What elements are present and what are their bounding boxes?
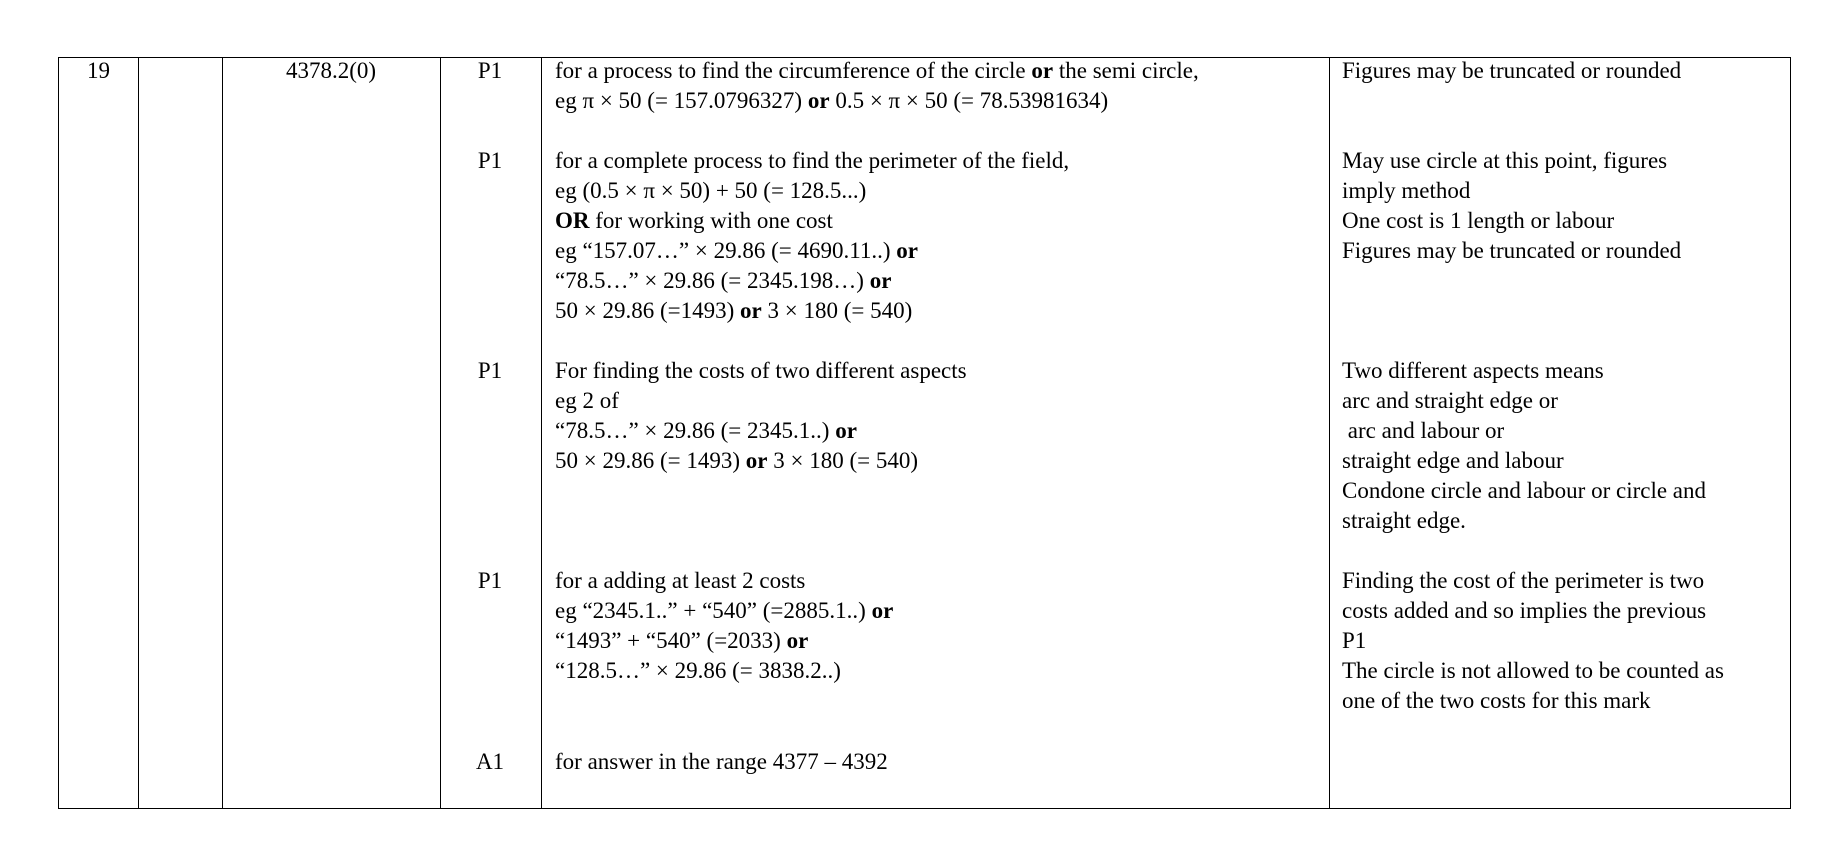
- note-line: One cost is 1 length or labour: [1342, 208, 1615, 233]
- method-line: [555, 86, 1199, 116]
- note-line: imply method: [1342, 178, 1471, 203]
- note-line: arc and labour or: [1342, 418, 1505, 443]
- method-run: 0.5 × π × 50 (= 78.53981634): [829, 88, 1109, 113]
- method-run: eg π × 50 (= 157.0796327): [555, 88, 808, 113]
- method-line: [555, 656, 893, 686]
- note-line: P1: [1342, 628, 1367, 653]
- mark-code: A1: [475, 749, 505, 774]
- method-keyword: or: [740, 298, 762, 323]
- mark-scheme-table: [58, 57, 1791, 809]
- note-line: Condone circle and labour or circle and: [1342, 478, 1707, 503]
- note-line: arc and straight edge or: [1342, 388, 1558, 413]
- method-keyword: OR: [555, 208, 590, 233]
- method-line: [555, 446, 967, 476]
- method-keyword: or: [835, 418, 857, 443]
- method-text: [555, 146, 1069, 326]
- note-line: The circle is not allowed to be counted as: [1342, 658, 1724, 683]
- method-keyword: or: [869, 268, 892, 293]
- method-line: [555, 296, 1069, 326]
- mark-code: P1: [477, 358, 503, 383]
- method-run: “128.5…” × 29.86 (= 3838.2..): [555, 658, 841, 683]
- column-divider: [222, 58, 223, 808]
- method-text: [555, 56, 1199, 116]
- question-number: 19: [87, 58, 110, 83]
- notes-text: [1342, 356, 1706, 536]
- method-line: [555, 747, 888, 777]
- method-keyword: or: [786, 628, 809, 653]
- method-run: eg (0.5 × π × 50) + 50 (= 128.5...): [555, 178, 867, 203]
- method-line: [555, 176, 1069, 206]
- notes-text: [1342, 566, 1724, 716]
- method-run: eg 2 of: [555, 388, 619, 413]
- notes-text: [1342, 56, 1681, 86]
- method-text: [555, 356, 967, 476]
- method-line: [555, 386, 967, 416]
- method-keyword: or: [871, 598, 894, 623]
- note-line: Figures may be truncated or rounded: [1342, 58, 1682, 83]
- note-line: Two different aspects means: [1342, 358, 1604, 383]
- method-run: For finding the costs of two different aspects: [555, 358, 967, 383]
- method-keyword: or: [807, 88, 830, 113]
- method-run: for a complete process to find the perimeter of the field,: [555, 148, 1070, 173]
- note-line: straight edge.: [1342, 508, 1466, 533]
- note-line: May use circle at this point, figures: [1342, 148, 1668, 173]
- notes-text: [1342, 146, 1681, 266]
- note-line: straight edge and labour: [1342, 448, 1564, 473]
- method-run: eg “2345.1..” + “540” (=2885.1..): [555, 598, 872, 623]
- method-run: “78.5…” × 29.86 (= 2345.198…): [555, 268, 870, 293]
- method-run: “1493” + “540” (=2033): [555, 628, 787, 653]
- method-run: the semi circle,: [1053, 58, 1199, 83]
- method-keyword: or: [896, 238, 919, 263]
- method-line: [555, 356, 967, 386]
- method-run: 50 × 29.86 (=1493): [555, 298, 741, 323]
- method-keyword: or: [745, 448, 768, 473]
- method-run: for working with one cost: [589, 208, 833, 233]
- method-run: 50 × 29.86 (= 1493): [555, 448, 746, 473]
- method-line: [555, 596, 893, 626]
- method-run: for a process to find the circumference of the circle: [555, 58, 1032, 83]
- method-line: [555, 206, 1069, 236]
- method-line: [555, 236, 1069, 266]
- column-divider: [541, 58, 542, 808]
- method-text: [555, 566, 893, 686]
- method-line: [555, 626, 893, 656]
- column-divider: [138, 58, 139, 808]
- method-run: 3 × 180 (= 540): [767, 448, 918, 473]
- method-run: for a adding at least 2 costs: [555, 568, 806, 593]
- method-run: eg “157.07…” × 29.86 (= 4690.11..): [555, 238, 897, 263]
- column-divider: [440, 58, 441, 808]
- mark-code: P1: [477, 568, 503, 593]
- note-line: Finding the cost of the perimeter is two: [1342, 568, 1705, 593]
- method-text: [555, 747, 888, 777]
- method-line: [555, 266, 1069, 296]
- mark-code: P1: [477, 58, 503, 83]
- method-line: [555, 146, 1069, 176]
- note-line: one of the two costs for this mark: [1342, 688, 1651, 713]
- column-divider: [1329, 58, 1330, 808]
- note-line: costs added and so implies the previous: [1342, 598, 1707, 623]
- answer-value: 4378.2(0): [285, 58, 377, 83]
- method-line: [555, 416, 967, 446]
- method-run: “78.5…” × 29.86 (= 2345.1..): [555, 418, 836, 443]
- note-line: Figures may be truncated or rounded: [1342, 238, 1682, 263]
- method-run: for answer in the range 4377 – 4392: [555, 749, 888, 774]
- method-run: 3 × 180 (= 540): [761, 298, 913, 323]
- method-keyword: or: [1031, 58, 1054, 83]
- method-line: [555, 56, 1199, 86]
- mark-code: P1: [477, 148, 503, 173]
- method-line: [555, 566, 893, 596]
